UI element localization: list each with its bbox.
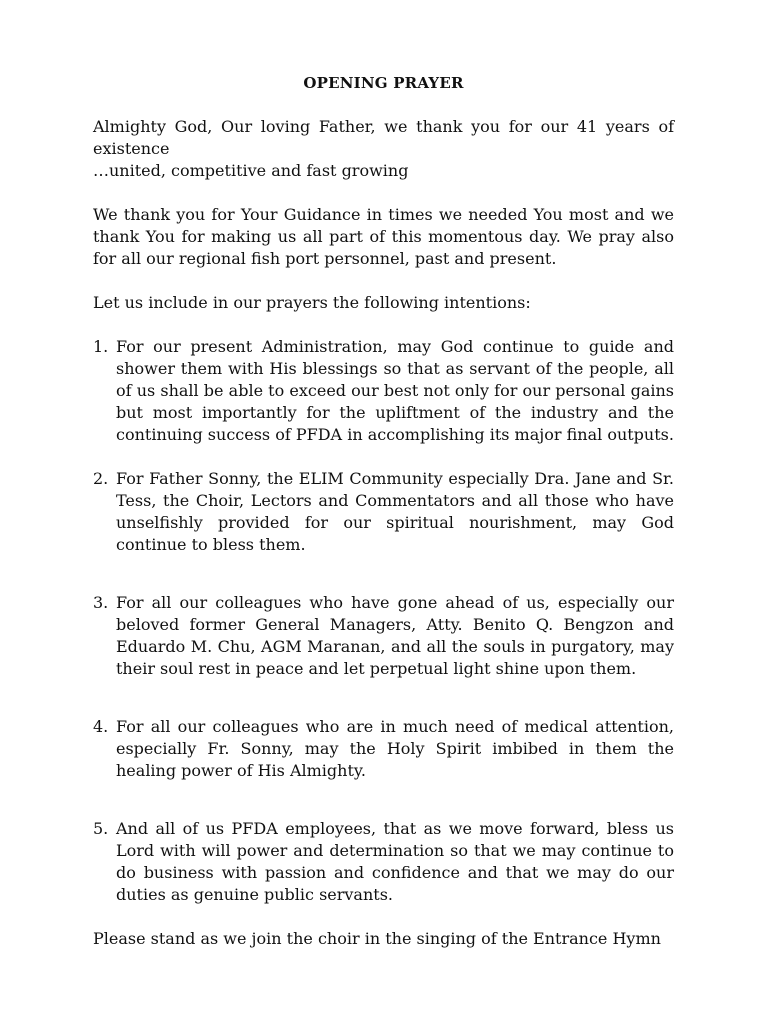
intention-item-2 xyxy=(93,468,674,556)
intention-item-4 xyxy=(93,716,674,782)
spacer xyxy=(93,270,674,292)
intention-text: For all our colleagues who have gone ahead of us, especially our beloved former General Managers, Atty. Benito Q. Bengzon and Eduardo M. Chu, AGM Maranan, and all the souls in purgatory, may their soul rest in peace and let perpetual light shine upon them. xyxy=(116,593,674,678)
spacer xyxy=(93,446,674,468)
intention-item-5 xyxy=(93,818,674,906)
intentions-list xyxy=(93,336,674,906)
page-title: OPENING PRAYER xyxy=(303,74,464,92)
intention-number: 4. xyxy=(93,717,109,736)
opening-line-2: …united, competitive and fast growing xyxy=(93,161,409,180)
intention-text: For all our colleagues who are in much need of medical attention, especially Fr. Sonny, may the Holy Spirit imbibed in them the healing power of His Almighty. xyxy=(116,717,674,780)
intention-number: 5. xyxy=(93,819,109,838)
spacer xyxy=(93,782,674,818)
intention-number: 3. xyxy=(93,593,109,612)
spacer xyxy=(93,556,674,592)
intention-text: And all of us PFDA employees, that as we move forward, bless us Lord with will power and determination so that we may continue to do business with passion and confidence and that we may do our duties as genuine public servants. xyxy=(116,819,674,904)
intentions-intro: Let us include in our prayers the following intentions: xyxy=(93,293,531,312)
spacer xyxy=(93,906,674,928)
intention-item-3 xyxy=(93,592,674,680)
intention-item-1 xyxy=(93,336,674,446)
thanks-paragraph: We thank you for Your Guidance in times we needed You most and we thank You for making us all part of this momentous day. We pray also for all our regional fish port personnel, past and present. xyxy=(93,205,674,268)
spacer xyxy=(93,680,674,716)
intention-number: 2. xyxy=(93,469,109,488)
intention-text: For Father Sonny, the ELIM Community especially Dra. Jane and Sr. Tess, the Choir, Lectors and Commentators and all those who have unselfishly provided for our spiritual nourishment, may God continue to bless them. xyxy=(116,469,674,554)
intention-number: 1. xyxy=(93,337,109,356)
intention-text: For our present Administration, may God continue to guide and shower them with His blessings so that as servant of the people, all of us shall be able to exceed our best not only for our personal gains but most importantly for the upliftment of the industry and the continuing success of PFDA in accomplishing its major final outputs. xyxy=(116,337,674,444)
spacer xyxy=(93,182,674,204)
spacer xyxy=(93,314,674,336)
closing-line: Please stand as we join the choir in the singing of the Entrance Hymn xyxy=(93,929,661,948)
opening-line-1: Almighty God, Our loving Father, we thank you for our 41 years of existence xyxy=(93,117,674,158)
